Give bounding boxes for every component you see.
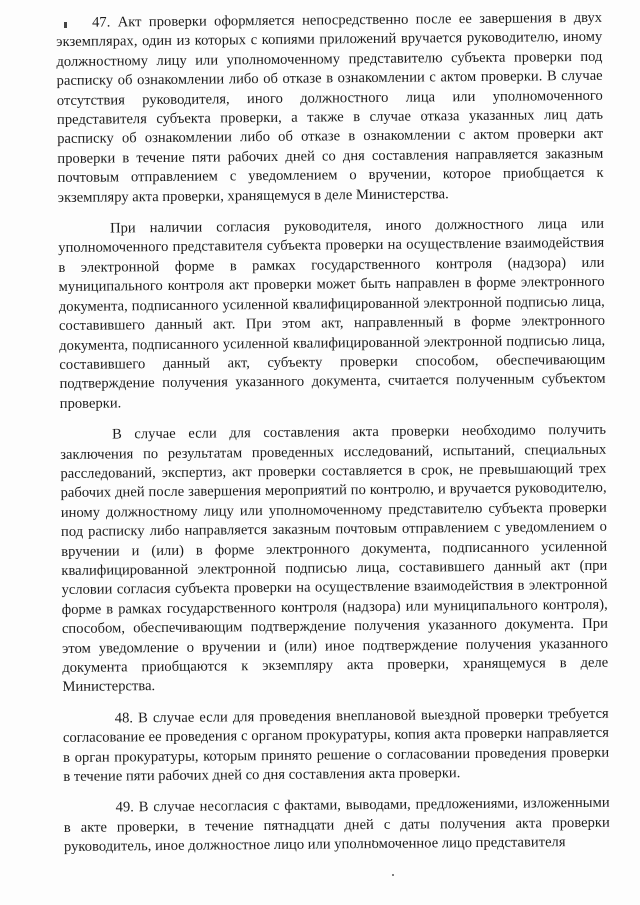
paragraph-electronic-form: При наличии согласия руководителя, иного должностного лица или уполномоченного представителя субъекта проверки на осуществление взаимодействия в электронной форме в рамках государственного контроля (надзора) или муниципального контроля акт проверки может быть направлен в форме электронного документа, подписанного усиленной квалифицированной электронной подписью лица, составившего данный акт. При этом акт, направленный в форме электронного документа, подписанного усиленной квалифицированной электронной подписью лица, составившего данный акт, субъекту проверки способом, обеспечивающим подтверждение получения указанного документа, считается полученным субъектом проверки. — [58, 215, 606, 412]
scan-speck — [392, 874, 394, 876]
document-body — [56, 9, 610, 858]
paragraph-expertise: В случае если для составления акта проверки необходимо получить заключения по результатам проведенных исследований, испытаний, специальных расследований, экспертиз, акт проверки составляется в срок, не превышающий трех рабочих дней после завершения мероприятий по контролю, и вручается руководителю, иному должностному лицу или уполномоченному представителю субъекта проверки под расписку либо направляется заказным почтовым отправлением с уведомлением о вручении и (или) в форме электронного документа, подписанного усиленной квалифицированной электронной подписью лица, составившего данный акт (при условии согласия субъекта проверки на осуществление взаимодействия в электронной форме в рамках государственного контроля (надзора) или муниципального контроля), способом, обеспечивающим подтверждение получения указанного документа. При этом уведомление о вручении и (или) иное подтверждение получения указанного документа приобщаются к экземпляру акта проверки, хранящемуся в деле Министерства. — [60, 421, 609, 696]
paragraph-49: 49. В случае несогласия с фактами, выводами, предложениями, изложенными в акте проверки, в течение пятнадцати дней с даты получения акта проверки руководитель, иное должностное лицо или уполномоченное лицо представителя — [63, 795, 610, 856]
paragraph-48: 48. В случае если для проведения внеплановой выездной проверки требуется согласование ее проведения с органом прокуратуры, копия акта проверки направляется в орган прокуратуры, которым принято решение о согласовании проведения проверки в течение пяти рабочих дней со дня составления акта проверки. — [62, 705, 610, 785]
paragraph-47: 47. Акт проверки оформляется непосредственно после ее завершения в двух экземплярах, один из которых с копиями приложений вручается руководителю, иному должностному лицу или уполномоченному представителю субъекта проверки под расписку об ознакомлении либо об отказе в ознакомлении с актом проверки. В случае отсутствия руководителя, иного должностного лица или уполномоченного представителя субъекта проверки, а также в случае отказа указанных лиц дать расписку об ознакомлении либо об отказе в ознакомлении с актом проверки акт проверки в течение пяти рабочих дней со дня составления направляется заказным почтовым отправлением с уведомлением о вручении, которое приобщается к экземпляру акта проверки, хранящемуся в деле Министерства. — [56, 9, 604, 206]
